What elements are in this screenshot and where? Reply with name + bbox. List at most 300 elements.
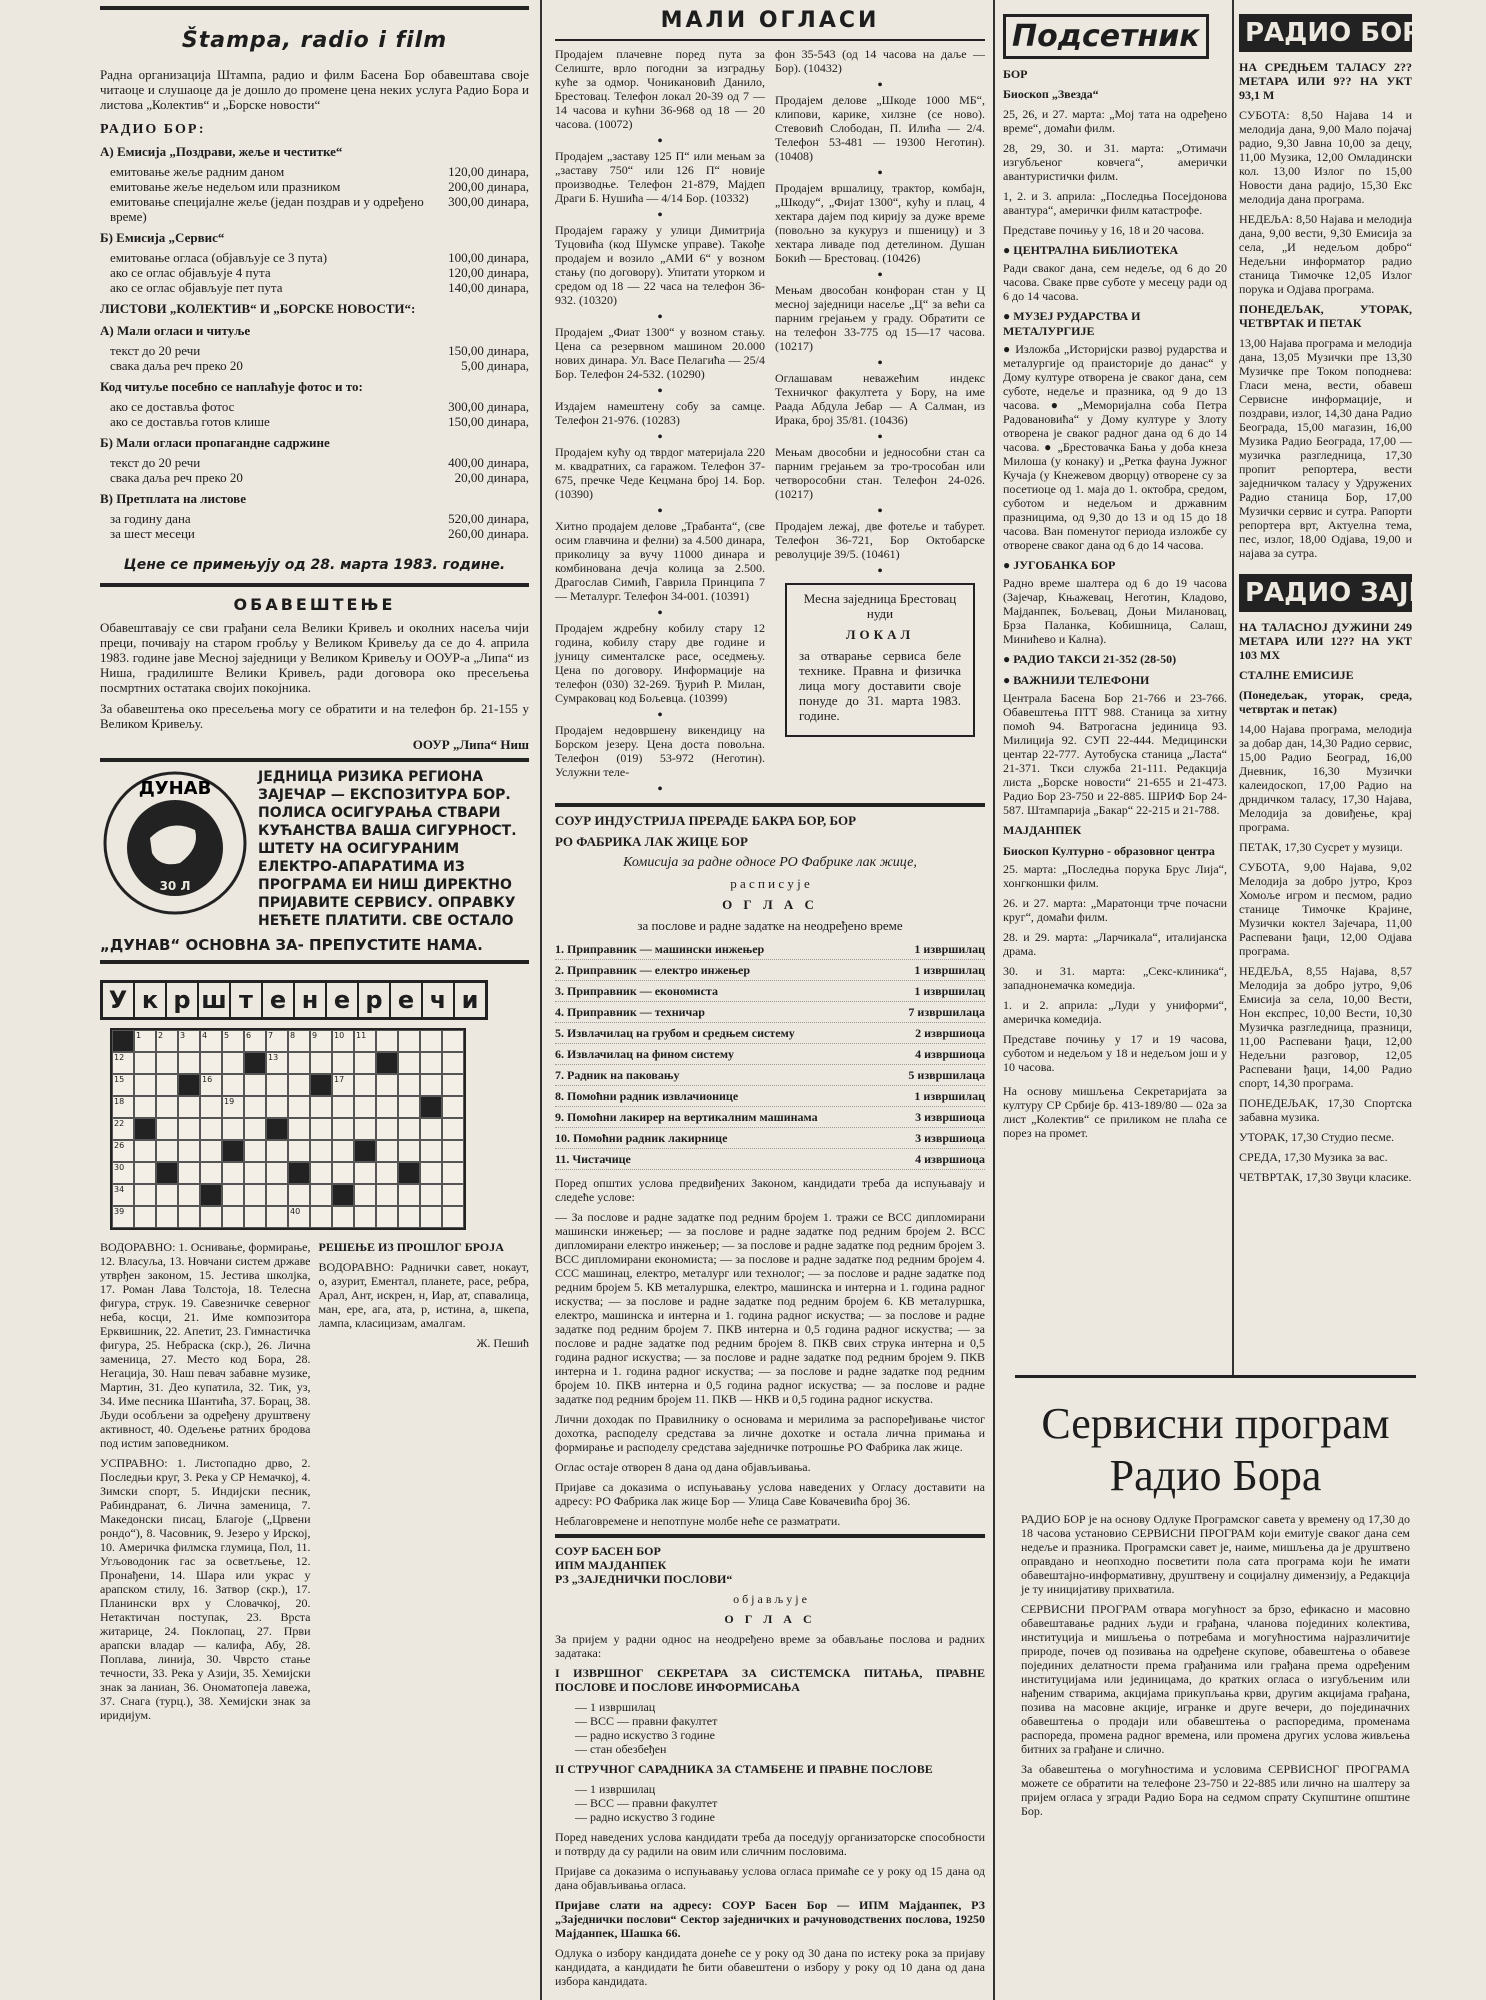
classified-ad: фон 35-543 (од 14 часова на даље — Бор). (10432) [775, 47, 985, 75]
crossword-cell[interactable] [376, 1184, 398, 1206]
mali-oglasi-title: МАЛИ ОГЛАСИ [660, 8, 880, 33]
bullet-separator: • [657, 707, 663, 724]
classified-ad: Хитно продајем делове „Трабанта“, (све осим главчина и фелни) за 4.500 динара, приколицу за вучу 11000 динара и комбинована дечја колица за 2.500. Драгослав Симић, Гаврила Принципа 7 — Металург. Телефон 34-001. (10391) [555, 519, 765, 603]
crossword-cell[interactable] [200, 1162, 222, 1184]
bullet-separator: • [657, 133, 663, 150]
crossword-cell[interactable] [178, 1140, 200, 1162]
crossword-cell[interactable] [244, 1140, 266, 1162]
crossword-clues [100, 1240, 529, 1728]
majd-body: Одлука о избору кандидата донеће се у року од 30 дана по истеку рока за пријаву кандидата, а кандидати ће бити обавештени о избору у року од 10 дана од дана избора кандидата. [555, 1946, 985, 1988]
crossword-cell[interactable]: 2 [156, 1030, 178, 1052]
crossword-cell[interactable] [288, 1096, 310, 1118]
divider [555, 39, 985, 41]
crossword-cell[interactable] [442, 1096, 464, 1118]
bullet-separator: • [877, 77, 883, 94]
servisni-text: За обавештења о могућностима и условима СЕРВИСНОГ ПРОГРАМА можете се обратити на телефоне 23-750 и 22-885 или лично на шалтеру за пријем огласа у згради Радио Бора на седмом спрату Скупштине општине Бор. [1021, 1762, 1410, 1818]
sec-lv-title: В) Претплата на листове [100, 491, 246, 506]
dunav-text: ЈЕДНИЦА РИЗИКА РЕГИОНА ЗАЈЕЧАР — ЕКСПОЗИТУРА БОР. ПОЛИСА ОСИГУРАЊА СТВАРИ КУЋАНСТВА ВАША СИГУРНОСТ. ШТЕТУ НА ОСИГУРАНИМ ЕЛЕКТРО-АПАРАТИМА ИЗ ПРОГРАМА ЕИ НИШ ДИРЕКТНО ПРИЈАВИТЕ СЕРВИСУ. ОПРАВКУ НЕЋЕТЕ ПЛАТИТИ. СВЕ ОСТАЛО [258, 769, 517, 929]
crossword-cell[interactable] [134, 1162, 156, 1184]
crossword-cell[interactable] [420, 1074, 442, 1096]
crossword-cell[interactable]: 26 [112, 1140, 134, 1162]
table-row: 3. Приправник — економиста 1 извршилац [555, 981, 985, 1002]
majd-header: РЗ „ЗАЈЕДНИЧКИ ПОСЛОВИ“ [555, 1572, 733, 1586]
schedule-heading: ПОНЕДЕЉАК, УТОРАК, ЧЕТВРТАК И ПЕТАК [1239, 302, 1412, 330]
phones-text: Централа Басена Бор 21-766 и 23-766. Обавештења ПТТ 988. Станица за хитну помоћ 94. Ватрогасна јединица 93. Милиција 92. СУП 22-444. Медицински центар 22-777. Аутобуска станица „Ласта“ 21-371. Ткси служба 21-111. Редакција листа „Борске новости“ 21-655 и 21-473. Радио Бор 23-750 и 22-885. ШРИФ Бор 24-587. Штампарија „Бакар“ 22-215 и 21-788. [1003, 691, 1227, 817]
schedule-heading: СТАЛНЕ ЕМИСИЈЕ [1239, 668, 1354, 682]
crossword-cell [398, 1162, 420, 1184]
lak-body: Пријаве са доказима о испуњавању услова наведених у Огласу доставити на адресу: РО Фабрика лак жице Бор — Улица Саве Ковачевића број 36. [555, 1480, 985, 1508]
price-row: ако се оглас објављује пет пута 140,00 динара, [110, 280, 529, 295]
classified-ad: Оглашавам неважећим индекс Техничког факултета у Бору, на име Раада Абдула Јебар — А Салман, из Ирака, број 35/81. (10436) [775, 371, 985, 427]
table-row: 5. Извлачилац на грубом и средњем систему 2 извршиоца [555, 1023, 985, 1044]
crossword-cell[interactable] [376, 1074, 398, 1096]
classified-ad: Издајем намештену собу за самце. Телефон 21-976. (10283) [555, 399, 765, 427]
crossword-cell[interactable] [354, 1162, 376, 1184]
crossword-cell[interactable] [398, 1118, 420, 1140]
crossword-cell[interactable] [420, 1030, 442, 1052]
majd-position-2: II СТРУЧНОГ САРАДНИКА ЗА СТАМБЕНЕ И ПРАВНЕ ПОСЛОВЕ [555, 1762, 933, 1776]
crossword-cell [310, 1074, 332, 1096]
museum-text: ● Изложба „Историјски развој рударства и металургије од праисторије до данас“ у Дому културе отворена је сваког дана, сем суботе, недеље и празника, од 9 до 13 часова. ● „Меморијална соба Петра Радовановића“ у Дому културе у Злоту отворена је сваког радног дана од 6 до 14 часова. ● „Брестовачка Бања у доба кнеза Милоша (у конаку) и „Ретка фауна Јужног Кучаја (у Кнежевом дворцу) отворене су за посетиоце од 1. маја до 1. октобра, средом, суботом и недељом и државним празницима, од 9,30 до 13 и од 15 до 18 часова. Ван поменутог периода изложбе су отворене сваког дана од 6 до 14 часова. [1003, 342, 1227, 552]
bullet-separator: • [877, 165, 883, 182]
schedule-text: ЧЕТВРТАК, 17,30 Звуци класике. [1239, 1170, 1412, 1184]
crossword-cell[interactable] [222, 1074, 244, 1096]
bullet-separator: • [877, 267, 883, 284]
bullet-separator: • [657, 383, 663, 400]
crossword-cell[interactable] [398, 1074, 420, 1096]
majdanpek-heading: МАЈДАНПЕК [1003, 823, 1082, 837]
crossword-cell[interactable] [134, 1184, 156, 1206]
crossword-cell[interactable]: 15 [112, 1074, 134, 1096]
classified-ad: Продајем „заставу 125 П“ или мењам за „заставу 750“ или 126 П“ новије производње. Телефон 21-879, Мајдеп Драги Б. Нушића — 4/14 Бор. (10332) [555, 149, 765, 205]
stampa-header: Štampa, radio i film [181, 28, 448, 53]
crossword-cell[interactable] [266, 1140, 288, 1162]
clues-across: ВОДОРАВНО: 1. Оснивање, формирање, 12. Власуља, 13. Новчани систем државе утврђен законом, 15. Јестива школјка, 17. Роман Лава Толстоја, 18. Телесна фигура, струк. 19. Савезничке северног неба, косци, 21. Име композитора Ерквишник, 22. Апетит, 23. Гимнастичка фигура, 25. Небраска (скр.), 26. Лична заменица, 27. Место код Бора, 28. Негација, 30. Наш певач забавне музике, Мартин, 31. Део купатила, 32. Тик, уз, 34. Име песника Шантића, 37. Борац, 38. Људи особљени за одређену друштвену активност, 40. Одељење ратних бродова под истим заповедником. [100, 1240, 311, 1450]
crossword-cell[interactable] [310, 1118, 332, 1140]
crossword-cell[interactable] [332, 1140, 354, 1162]
crossword-cell[interactable] [200, 1096, 222, 1118]
bullet-separator: • [877, 563, 883, 580]
lak-header: РО ФАБРИКА ЛАК ЖИЦЕ БОР [555, 834, 748, 849]
positions-table [555, 939, 985, 1170]
lak-commission: Комисија за радне односе РО Фабрике лак жице, [623, 855, 917, 870]
obavestenje-title: ОБАВЕШТЕЊЕ [233, 595, 396, 614]
film-listing: Представе почињу у 16, 18 и 20 часова. [1003, 223, 1205, 237]
classified-ad: Продајем лежај, две фотеље и табурет. Телефон 36-721, Бор Октобарске револуције 39/5. (10461) [775, 519, 985, 561]
divider [100, 960, 529, 964]
crossword-cell[interactable] [332, 1206, 354, 1228]
crossword-cell[interactable] [442, 1074, 464, 1096]
crossword-cell[interactable] [134, 1052, 156, 1074]
film-listing: 30. и 31. марта: „Секс-клиника“, западнонемачка комедија. [1003, 964, 1227, 992]
dunav-footer: „ДУНАВ“ ОСНОВНА ЗА- ПРЕПУСТИТЕ НАМА. [100, 936, 483, 954]
classified-ad: Продајем „Фиат 1300“ у возном стању. Цена са резервном машином 20.000 нових динара. Ул. Васе Пелагића — 25/4 Бор. Телефон 24-532. (10290) [555, 325, 765, 381]
dunav-ad [100, 768, 529, 930]
crossword-cell[interactable] [222, 1162, 244, 1184]
crossword-cell[interactable] [398, 1030, 420, 1052]
crossword-cell[interactable]: 17 [332, 1074, 354, 1096]
crossword-cell[interactable] [310, 1140, 332, 1162]
crossword-cell[interactable] [266, 1074, 288, 1096]
crossword-cell[interactable] [200, 1052, 222, 1074]
crossword-cell[interactable] [332, 1118, 354, 1140]
crossword-cell[interactable]: 4 [200, 1030, 222, 1052]
crossword-cell[interactable]: 30 [112, 1162, 134, 1184]
price-row: свака даља реч преко 20 20,00 динара, [110, 470, 529, 485]
crossword-cell[interactable]: 12 [112, 1052, 134, 1074]
crossword-cell[interactable] [398, 1184, 420, 1206]
divider [555, 803, 985, 807]
bullet-separator: • [657, 781, 663, 798]
crossword-cell [200, 1184, 222, 1206]
price-row: ако се оглас објављује 4 пута 120,00 динара, [110, 265, 529, 280]
table-row: 7. Радник на паковању 5 извршилаца [555, 1065, 985, 1086]
classified-ad: Мењам двособан конфоран стан у Ц месној заједници насеље „Ц“ за већи са парним грејањем у граду. Обратити се на телефон 33-775 од 15—17 часова. (10217) [775, 283, 985, 353]
bullet-separator: • [657, 207, 663, 224]
crossword-cell[interactable] [310, 1096, 332, 1118]
library-text: Ради сваког дана, сем недеље, од 6 до 20 часова. Сваке прве суботе у месецу ради од 6 до 14 часова. [1003, 261, 1227, 303]
prices-note: Цене се примењују од 28. марта 1983. године. [123, 557, 506, 573]
crossword-cell[interactable] [200, 1206, 222, 1228]
crossword-cell[interactable] [288, 1052, 310, 1074]
crossword-cell[interactable] [178, 1052, 200, 1074]
crossword-cell[interactable] [420, 1140, 442, 1162]
price-row: емитовање жеље недељом или празником 200,00 динара, [110, 179, 529, 194]
sec-a-title: А) Емисија „Поздрави, жеље и честитке“ [100, 144, 343, 159]
podsetnik-title: Подсетник [1003, 14, 1209, 59]
majd-position-1: I ИЗВРШНОГ СЕКРЕТАРА ЗА СИСТЕМСКА ПИТАЊА, ПРАВНЕ ПОСЛОВЕ И ПОСЛОВЕ ИНФОРМИСАЊА [555, 1666, 985, 1694]
crossword-cell[interactable] [244, 1074, 266, 1096]
crossword-cell[interactable] [222, 1052, 244, 1074]
lak-oglas: О Г Л А С [722, 897, 818, 912]
crossword-cell[interactable] [156, 1096, 178, 1118]
crossword-cell [354, 1140, 376, 1162]
crossword-cell[interactable]: 11 [354, 1030, 376, 1052]
film-listing: 26. и 27. марта: „Маратонци трче почасни круг“, домаћи филм. [1003, 896, 1227, 924]
classified-ad: Продајем ждребну кобилу стару 12 година, кобилу стару две године и јуницу сименталске расе, оседмењу. Цена по договору. Информације на телефон (030) 32-269. Ђурић Р. Милан, Сумраковац код Бољевца. (10399) [555, 621, 765, 705]
crossword-cell[interactable] [376, 1118, 398, 1140]
bullet-separator: • [657, 605, 663, 622]
crossword-cell[interactable] [354, 1096, 376, 1118]
crossword-cell[interactable]: 7 [266, 1030, 288, 1052]
crossword-cell[interactable] [332, 1096, 354, 1118]
table-row: 2. Приправник — електро инжењер 1 извршилац [555, 960, 985, 981]
crossword-cell[interactable] [134, 1140, 156, 1162]
crossword-cell[interactable] [288, 1118, 310, 1140]
crossword-cell [178, 1074, 200, 1096]
schedule-text: НЕДЕЉА, 8,55 Најава, 8,57 Мелодија за добро јутро, 9,06 Емисија за села, 10,00 Вести, Нон експрес, 10,00 Вести, 10,30 Музичка разгледница, празници, 11,00 Распевани ђаци, 12,00 Недељни разговор, 12,05 Распевани ђаци, 14,00 Радио спорт, 14,30 програма. [1239, 964, 1412, 1090]
crossword-cell[interactable] [288, 1140, 310, 1162]
bullet-separator: • [657, 309, 663, 326]
radio-zajecar-frequency: НА ТАЛАСНОЈ ДУЖИНИ 249 МЕТАРА ИЛИ 12?? НА УКТ 103 МХ [1239, 620, 1412, 662]
crossword-cell[interactable] [200, 1140, 222, 1162]
classified-ad: Продајем кућу од тврдог материјала 220 м. квадратних, са гаражом. Телефон 37-675, пречке Чеде Кецмана број 14. Бор. (10390) [555, 445, 765, 501]
majd-header: ИПМ МАЈДАНПЕК [555, 1558, 667, 1572]
crossword-cell[interactable]: 16 [200, 1074, 222, 1096]
crossword-cell[interactable] [420, 1052, 442, 1074]
crossword-cell[interactable] [156, 1140, 178, 1162]
price-row: за шест месеци 260,00 динара. [110, 526, 529, 541]
table-row: 11. Чистачице 4 извршиоца [555, 1149, 985, 1170]
lokal-box [785, 583, 975, 737]
price-row: за годину дана 520,00 динара, [110, 511, 529, 526]
sec-lb-title: Б) Мали огласи пропагандне садржине [100, 435, 330, 450]
majd-body: Пријаве са доказима о испуњавању услова огласа примаће се у року од 15 дана од дана објављивања огласа. [555, 1864, 985, 1892]
listovi-title: ЛИСТОВИ „КОЛЕКТИВ“ И „БОРСКЕ НОВОСТИ“: [100, 301, 416, 316]
film-listing: 28, 29, 30. и 31. марта: „Отимачи изгубљеног ковчега“, амерички авантуристички филм. [1003, 141, 1227, 183]
crossword-cell[interactable] [222, 1118, 244, 1140]
crossword-cell[interactable] [178, 1184, 200, 1206]
crossword-cell[interactable] [134, 1096, 156, 1118]
crossword-cell[interactable]: 39 [112, 1206, 134, 1228]
obavestenje-text: За обавештења око пресељења могу се обратити и на телефон бр. 21-155 у Великом Кривељу. [100, 701, 529, 731]
radio-bor-title: РАДИО БОР: [100, 122, 206, 137]
crossword-cell[interactable] [266, 1096, 288, 1118]
servisni-program [1015, 1375, 1416, 2000]
crossword-cell[interactable]: 18 [112, 1096, 134, 1118]
crossword-cell[interactable] [244, 1206, 266, 1228]
majdanpek-bioskop: Биоскоп Културно - образовног центра [1003, 844, 1215, 858]
lak-body: Неблаговремене и непотпуне молбе неће се разматрати. [555, 1514, 841, 1528]
crossword-cell[interactable] [420, 1118, 442, 1140]
radio-bor-frequency: НА СРЕДЊЕМ ТАЛАСУ 2?? МЕТАРА ИЛИ 9?? НА УКТ 93,1 М [1239, 60, 1412, 102]
majd-body: Пријаве слати на адресу: СОУР Басен Бор — ИПМ Мајданпек, РЗ „Заједнички послови“ Сектор заједничких и рачуноводствених послова, 19250 Мајданпек, Шашка 66. [555, 1898, 985, 1940]
crossword-cell[interactable] [244, 1118, 266, 1140]
crossword-cell[interactable] [288, 1184, 310, 1206]
crossword-cell[interactable] [266, 1206, 288, 1228]
crossword-cell[interactable] [156, 1118, 178, 1140]
obavestenje-sign: ООУР „Липа“ Ниш [412, 737, 529, 752]
jugobanka-text: Радно време шалтера од 6 до 19 часова (Зајечар, Књажевац, Неготин, Кладово, Мајданпек, Бољевац, Доњи Милановац, Брза Паланка, Кобишница, Салаш, Минићево и Кална). [1003, 576, 1227, 646]
price-row: свака даља реч преко 20 5,00 динара, [110, 358, 529, 373]
divider [100, 583, 529, 587]
crossword-cell [156, 1162, 178, 1184]
classified-ad: Продајем гаражу у улици Димитрија Туцовића (код Шумске управе). Такође продајем и возило „АМИ 6“ у возном стању (по договору). Упитати уторком и средом од 18 — 22 часа на телефон 36-932. (10320) [555, 223, 765, 307]
price-row: емитовање специјалне жеље (један поздрав и у одређено време) 300,00 динара, [110, 194, 529, 224]
crossword-cell[interactable] [134, 1206, 156, 1228]
crossword-cell[interactable] [420, 1184, 442, 1206]
crossword-cell[interactable] [398, 1096, 420, 1118]
majd-intro: За пријем у радни однос на неодређено време за обављање послова и радних задатака: [555, 1632, 985, 1660]
crossword-cell[interactable] [244, 1096, 266, 1118]
bor-heading: БОР [1003, 67, 1028, 81]
schedule-text: СРЕДА, 17,30 Музика за вас. [1239, 1150, 1388, 1164]
crossword-cell[interactable] [178, 1162, 200, 1184]
crossword-cell [112, 1030, 134, 1052]
crossword-cell[interactable]: 22 [112, 1118, 134, 1140]
lokal-text: за отварање сервиса беле технике. Правна и физичка лица могу доставити своје понуде до 31. марта 1983. године. [799, 648, 961, 723]
crossword-cell[interactable] [398, 1052, 420, 1074]
crossword-cell [420, 1096, 442, 1118]
lak-subtitle: за послове и радне задатке на неодређено време [637, 918, 903, 933]
majd-header: СОУР БАСЕН БОР [555, 1544, 661, 1558]
film-listing: 28. и 29. марта: „Ларчикала“, италијанска драма. [1003, 930, 1227, 958]
bullet-separator: • [877, 355, 883, 372]
lak-body: — За послове и радне задатке под редним бројем 1. тражи се ВСС дипломирани машински инжењер; — за послове и радне задатке под редним бројем 2. ВСС дипломирани електро инжењер; — за послове и радне задатке под редним бројем 3. ВСС дипломирани економиста; — за послове и радне задатке под редним бројем 4. ССС машинац, електро, металург или технолог; — за послове и радне задатке под редним бројем 5. КВ металуршка, електро, машинска и интерна и 1. година радног искуства; — за послове и радне задатке под редним бројем 6. КВ металуршка, електро, машинска и интерна и 1. година радног искуства; — за послове и радне задатке под редним бројем 7. ПКВ интерна и 0,5 година радног искуства; — за послове и радне задатке под редним бројем 8. ПКВ свих струка интерна и 0,5 година радног искуства; — за послове и радне задатке под редним бројем 9. ПКВ интерна и 1. година радног искуства; — за послове и радне задатке под редним бројем 10. ПКВ интерна и 0,5 година радног искуства; — за послове и радне задатке под редним бројем 11. ПКВ — НКВ и 0,5 година радног искуства. [555, 1210, 985, 1406]
crossword-cell[interactable]: 9 [310, 1030, 332, 1052]
crossword-cell[interactable] [288, 1074, 310, 1096]
crossword-cell [134, 1118, 156, 1140]
table-row: 1. Приправник — машински инжењер 1 извршилац [555, 939, 985, 960]
film-listing: Представе почињу у 17 и 19 часова, суботом и недељом у 18 и недељом још и у 10 часова. [1003, 1032, 1227, 1074]
sec-foto-title: Код читуље посебно се наплаћује фотос и то: [100, 379, 363, 394]
crossword-cell[interactable] [442, 1030, 464, 1052]
crossword-cell[interactable] [222, 1206, 244, 1228]
museum-heading: ● МУЗЕЈ РУДАРСТВА И МЕТАЛУРГИЈЕ [1003, 309, 1141, 338]
phones-heading: ● ВАЖНИЈИ ТЕЛЕФОНИ [1003, 673, 1150, 687]
crossword-title: У к р ш т е н е р е ч и [100, 980, 488, 1020]
crossword-cell[interactable]: 8 [288, 1030, 310, 1052]
crossword-cell[interactable] [442, 1140, 464, 1162]
clues-down: УСПРАВНО: 1. Листопадно дрво, 2. Последњи круг, 3. Река у СР Немачкој, 4. Зимски спорт, 5. Индијски песник, Рабиндранат, 6. Лична заменица, 7. Македонски писац, Благоје („Црвени рондо“), 8. Часовник, 9. Језеро у Ирској, 10. Америчка филмска глумица, Пол, 11. Угљоводоник гас за осветљење, 12. Пронађени, 14. Шара или украс у арапском стилу, 16. Затвор (скр.), 17. Планински врх у Словачкој, 20. Нетактичан поступак, 23. Врста житарице, 24. Поклопац, 27. Први арапски владар — калифа, Абу, 28. Поплава, линија, 30. Чврсто стање течности, 33. Река у Азији, 35. Хемијски знак за ланиан, 36. Ономатопеја лавежа, 37. Снага (турц.), 38. Хемијски знак за иридијум. [100, 1456, 311, 1722]
table-row: 9. Помоћни лакирер на вертикалним машинама 3 извршиоца [555, 1107, 985, 1128]
crossword-cell[interactable] [310, 1184, 332, 1206]
crossword-cell[interactable] [354, 1206, 376, 1228]
crossword-cell[interactable] [332, 1052, 354, 1074]
crossword-cell[interactable] [376, 1096, 398, 1118]
crossword-cell[interactable] [354, 1074, 376, 1096]
dunav-logo-text: ДУНАВ [138, 778, 212, 799]
film-listing: 1. и 2. априла: „Луди у униформи“, америчка комедија. [1003, 998, 1227, 1026]
stampa-intro: Радна организација Штампа, радио и филм Басена Бор обавештава своје читаоце и слушаоце да је дошло до промене цена неких услуга Радио Бора и листова „Колектив“ и „Борске новости“ [100, 67, 529, 112]
lokal-intro: Месна заједница Брестовац нуди [803, 591, 957, 621]
classified-ad: Продајем вршалицу, трактор, комбајн, „Шкоду“, „Фијат 1300“, кућу и плац, 4 хектара дајем под кирију за дуже време (повољно за кукуруз и пшеницу) и 3 хектара ливаде под детелином. Душан Бокић — Брестовац. (10426) [775, 181, 985, 265]
schedule-text: НЕДЕЉА: 8,50 Најава и мелодија дана, 9,00 вести, 9,30 Емисија за села, „И недељом добро“ Недељни информатор радио станица Тимочке 12,05 Излог порука и Одјава програма. [1239, 212, 1412, 296]
classified-ad: Продајем недовршену викендицу на Борском језеру. Цена доста повољна. Телефон (019) 53-972 (Неготин). Услужни теле- [555, 723, 765, 779]
crossword-cell[interactable] [156, 1074, 178, 1096]
classified-ad: Мењам двособни и једнособни стан са парним грејањем за тро-трособан или четворособни стан. Телефон 24-026. (10217) [775, 445, 985, 501]
majd-body: Поред наведених услова кандидати треба да поседују организаторске способности и потврду да су радили на овим или сличним пословима. [555, 1830, 985, 1858]
table-row: 6. Извлачилац на фином систему 4 извршиоца [555, 1044, 985, 1065]
lak-raspisuje: р а с п и с у ј е [730, 876, 810, 891]
crossword-cell[interactable]: 40 [288, 1206, 310, 1228]
crossword-cell[interactable] [178, 1118, 200, 1140]
crossword-cell[interactable]: 10 [332, 1030, 354, 1052]
price-row: емитовање огласа (објављује се 3 пута) 100,00 динара, [110, 250, 529, 265]
crossword-cell[interactable] [354, 1118, 376, 1140]
table-row: 8. Помоћни радник извлачионице 1 извршилац [555, 1086, 985, 1107]
crossword-cell [376, 1052, 398, 1074]
crossword-cell [266, 1118, 288, 1140]
crossword-cell[interactable] [310, 1052, 332, 1074]
crossword-cell[interactable] [266, 1184, 288, 1206]
crossword-cell [288, 1162, 310, 1184]
crossword-cell[interactable] [420, 1162, 442, 1184]
schedule-text: 13,00 Најава програма и мелодија дана, 13,05 Музички пре 13,30 Музичке пре Током поподнева: Гласи мена, вести, обавеш Сервисне информације, и поздрави, излог, 14,30 дана Радио Београда, 15,00 магазин, 16,00 Музика Радио Београда, 17,00 — музичка разгледница, 17,30 пропит репортера, вести заједничком таласу у Удружених Радио станица Бор, 17,00 Музички сервис и сутра. Рапорти репортера врт, Актуелна тема, пес, излог, 18,00 Одјава, 19,00 и најава за сутра. [1239, 336, 1412, 560]
crossword-cell[interactable]: 19 [222, 1096, 244, 1118]
price-row: ако се доставља готов клише 150,00 динара, [110, 414, 529, 429]
sec-la-title: А) Мали огласи и читуље [100, 323, 251, 338]
price-row: емитовање жеље радним даном 120,00 динара, [110, 164, 529, 179]
crossword-cell [332, 1184, 354, 1206]
crossword-cell[interactable] [222, 1184, 244, 1206]
schedule-text: УТОРАК, 17,30 Студио песме. [1239, 1130, 1395, 1144]
classifieds-right [775, 47, 985, 797]
crossword-cell[interactable] [178, 1096, 200, 1118]
solution-sign: Ж. Пешић [476, 1336, 529, 1350]
bullet-separator: • [877, 503, 883, 520]
schedule-text: ПЕТАК, 17,30 Сусрет у музици. [1239, 840, 1403, 854]
crossword-cell[interactable] [156, 1184, 178, 1206]
lak-header: СОУР ИНДУСТРИЈА ПРЕРАДЕ БАКРА БОР, БОР [555, 813, 857, 828]
crossword-cell[interactable] [244, 1184, 266, 1206]
crossword-cell[interactable] [156, 1052, 178, 1074]
dunav-globe-logo [100, 768, 250, 918]
classifieds [555, 47, 985, 797]
table-row: 10. Помоћни радник лакирнице 3 извршиоца [555, 1128, 985, 1149]
schedule-text: 14,00 Најава програма, мелодија за добар дан, 14,30 Радио сервис, 15,00 Радио Београд, 16,00 Дневник, 16,30 Музички калеидоскоп, 17,00 Радио на дрндичком таласу, 17,30 Најава, Мелодија за довиђење, крај програма. [1239, 722, 1412, 834]
crossword-cell[interactable] [442, 1118, 464, 1140]
crossword-cell[interactable]: 3 [178, 1030, 200, 1052]
classified-ad: Продајем плачевне поред пута за Селиште, врло погодни за изградњу куће за одмор. Чоникановић Данило, Брестовац. Телефон локал 20-39 од 7 — 14 часова и кућни 36-968 од 18 — 20 часова. (10072) [555, 47, 765, 131]
library-heading: ● ЦЕНТРАЛНА БИБЛИОТЕКА [1003, 243, 1179, 257]
crossword-cell[interactable] [420, 1206, 442, 1228]
film-listing: 25, 26, и 27. марта: „Мој тата на одређено време“, домаћи филм. [1003, 107, 1227, 135]
crossword-cell[interactable]: 1 [134, 1030, 156, 1052]
crossword-cell[interactable] [266, 1162, 288, 1184]
table-row: 4. Приправник — техничар 7 извршилаца [555, 1002, 985, 1023]
majd-oglas: О Г Л А С [724, 1612, 816, 1626]
servisni-text: СЕРВИСНИ ПРОГРАМ отвара могућност за брзо, ефикасно и масовно обавештавање радних људи и грађана, чланова појединих колектива, институција и мишљења о потребама и могућностима најразличитије природе, почев од позивања на одређене скупове, обавештења о обавезе појединих делатности према грађанима или грађана према одређеним институцијама или јединицама, до кратких огласа о изгубљеним или нађеним стварима, акцијама прикупљања крви, другим акцијама грађана, позива на масовне акције, игранке и друге вечери, до појединачних обавештења о продаји или обавештења о распоредима, променама распореда, промена радног времена, или промена других услова живљења битних за грађане и слично. [1021, 1602, 1410, 1756]
divider [555, 1534, 985, 1538]
crossword-cell[interactable]: 13 [266, 1052, 288, 1074]
crossword-cell[interactable] [398, 1140, 420, 1162]
crossword-cell[interactable] [442, 1052, 464, 1074]
crossword-cell[interactable] [310, 1206, 332, 1228]
film-listing: 25. марта: „Последња порука Брус Лија“, хонгконшки филм. [1003, 862, 1227, 890]
crossword-cell[interactable] [310, 1162, 332, 1184]
lokal-title: ЛОКАЛ [845, 627, 915, 642]
radio-bor-logo: РАДИО БОР [1239, 14, 1412, 52]
crossword-cell[interactable] [156, 1206, 178, 1228]
footnote: На основу мишљења Секретаријата за културу СР Србије бр. 413-189/80 — 02а за лист „Колектив“ се приликом не плаћа се порез на промет. [1003, 1084, 1227, 1140]
jugobanka-heading: ● ЈУГОБАНКА БОР [1003, 558, 1116, 572]
solution-text: ВОДОРАВНО: Раднички савет, нокаут, о, азурит, Ементал, планете, расе, ребра, Арал, Ант, искрен, н, Иар, ат, спавалица, ман, ере, ага, ата, р, истина, а, шкепа, лампа, класицизам, амалгам. [318, 1260, 529, 1330]
bullet-separator: • [657, 503, 663, 520]
schedule-heading: (Понедељак, уторак, среда, четвртак и петак) [1239, 688, 1412, 716]
crossword-cell [222, 1140, 244, 1162]
taxi-heading: ● РАДИО ТАКСИ 21-352 (28-50) [1003, 652, 1177, 666]
obavestenje-text: Обавештавају се сви грађани села Велики Кривељ и околних насеља чији преци, почивају на старом гробљу у Великом Кривељу да се до 4. априла 1983. године јаве Месној заједници у Великом Кривељу и ООУР-а „Липа“ из Ниша, градилиште Велики Кривељ, ради договора око пресељења посмртних остатака својих покојника. [100, 620, 529, 695]
crossword-cell[interactable] [354, 1184, 376, 1206]
crossword-cell[interactable] [442, 1206, 464, 1228]
bullet-separator: • [657, 429, 663, 446]
crossword-cell[interactable] [442, 1162, 464, 1184]
crossword-cell[interactable] [332, 1162, 354, 1184]
crossword-cell[interactable] [244, 1162, 266, 1184]
crossword-cell[interactable] [200, 1118, 222, 1140]
crossword-cell[interactable] [376, 1162, 398, 1184]
crossword-cell[interactable] [398, 1206, 420, 1228]
crossword-grid[interactable] [110, 1028, 466, 1230]
crossword-cell[interactable] [134, 1074, 156, 1096]
classified-ad: Продајем делове „Шкоде 1000 МБ“, клипови, карике, хилзне (се ново). Стевовић Слободан, П. Илића — 2/4. Телефон 53-481 — 19300 Неготин). (10408) [775, 93, 985, 163]
crossword-cell[interactable]: 6 [244, 1030, 266, 1052]
crossword-cell[interactable] [376, 1030, 398, 1052]
crossword-cell[interactable] [376, 1140, 398, 1162]
crossword-cell[interactable]: 34 [112, 1184, 134, 1206]
crossword-cell[interactable] [354, 1052, 376, 1074]
crossword-cell[interactable] [178, 1206, 200, 1228]
crossword-cell[interactable] [376, 1206, 398, 1228]
servisni-text: РАДИО БОР је на основу Одлуке Програмског савета у времену од 17,30 до 18 часова установио СЕРВИСНИ ПРОГРАМ који емитује сваког дана сем недеље и празника. Програмски савет је, наиме, мишљења да је друштвено оправдано и неопходно посветити пола сата програма који ће имати обавештајно-информативну, друштвену и социјалну димензију, а Редакција је ту иницијативу прихватила. [1021, 1512, 1410, 1596]
top-rule [100, 6, 529, 10]
schedule-text: ПОНЕДЕЉАК, 17,30 Спортска забавна музика. [1239, 1096, 1412, 1124]
crossword-cell[interactable]: 5 [222, 1030, 244, 1052]
price-row: текст до 20 речи 150,00 динара, [110, 343, 529, 358]
crossword-cell[interactable] [442, 1184, 464, 1206]
dunav-year-text: 30 Л [159, 879, 191, 893]
